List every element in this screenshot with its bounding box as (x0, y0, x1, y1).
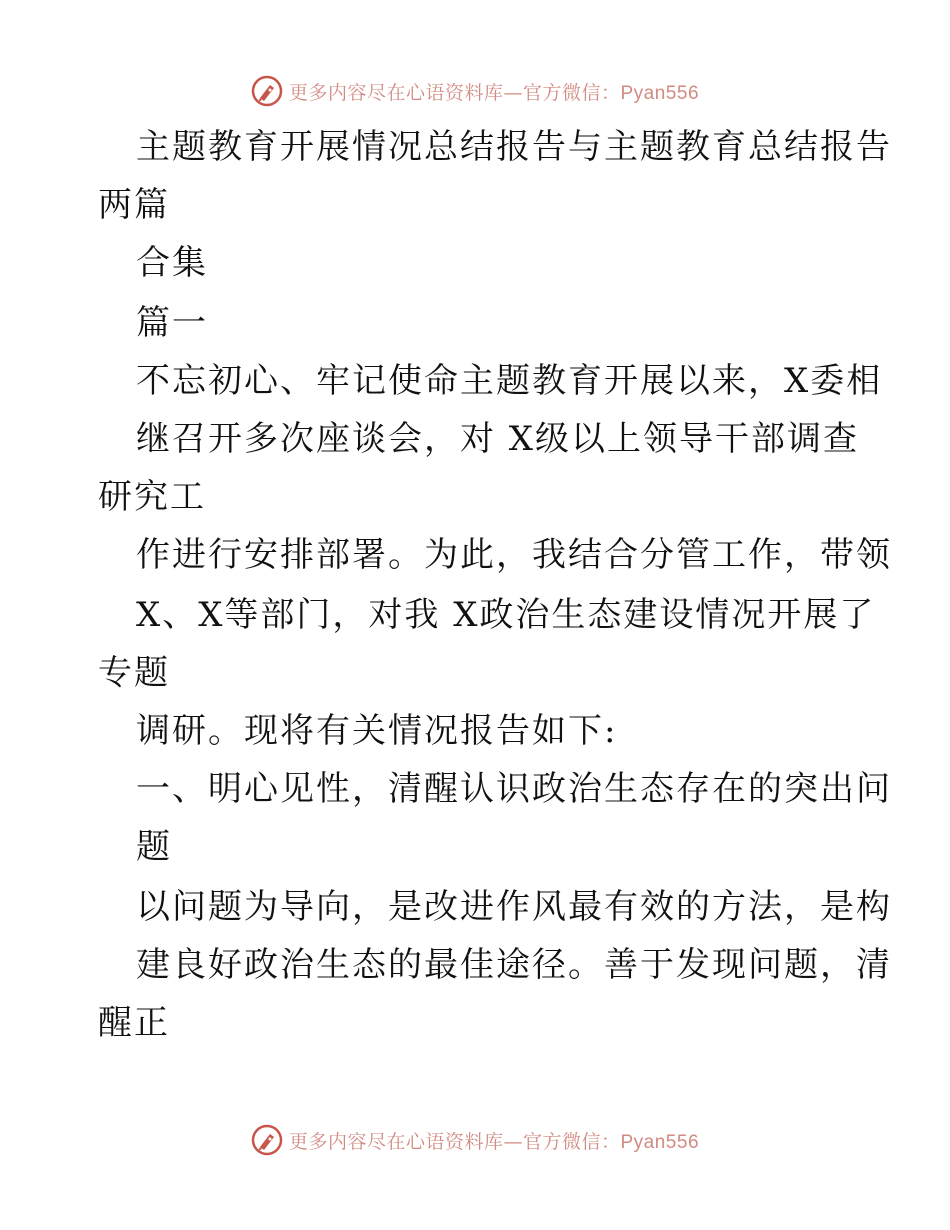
text-line: 两篇 (98, 185, 170, 225)
text-line: 篇一 (136, 303, 208, 343)
text-line: 专题 (98, 653, 170, 693)
text-line: 一、明心见性，清醒认识政治生态存在的突出问 (136, 769, 892, 809)
wechat-id: Pyan556 (620, 82, 700, 104)
text-line: 合集 (136, 243, 208, 283)
banner-text: 更多内容尽在心语资料库—官方微信：Pyan556 (288, 81, 700, 104)
text-line: 醒正 (98, 1003, 170, 1043)
fountain-pen-seal-icon (251, 1124, 283, 1156)
fountain-pen-seal-icon (251, 75, 283, 107)
text-line: 不忘初心、牢记使命主题教育开展以来，X委相 (136, 361, 883, 401)
text-line: 主题教育开展情况总结报告与主题教育总结报告 (136, 127, 892, 167)
text-line: 以问题为导向，是改进作风最有效的方法，是构 (136, 887, 892, 927)
text-line: 研究工 (98, 477, 206, 517)
text-line: 作进行安排部署。为此，我结合分管工作，带领 (136, 535, 892, 575)
banner-text: 更多内容尽在心语资料库—官方微信：Pyan556 (288, 1130, 700, 1153)
header-banner (0, 71, 950, 111)
footer-banner (0, 1120, 950, 1160)
text-line: 建良好政治生态的最佳途径。善于发现问题，清 (136, 945, 892, 985)
text-line: 调研。现将有关情况报告如下: (136, 711, 618, 751)
text-line: 继召开多次座谈会，对 X级以上领导干部调查 (136, 419, 860, 459)
wechat-id: Pyan556 (620, 1131, 700, 1153)
text-line: 题 (136, 827, 172, 867)
text-line: X、X等部门，对我 X政治生态建设情况开展了 (136, 595, 876, 635)
